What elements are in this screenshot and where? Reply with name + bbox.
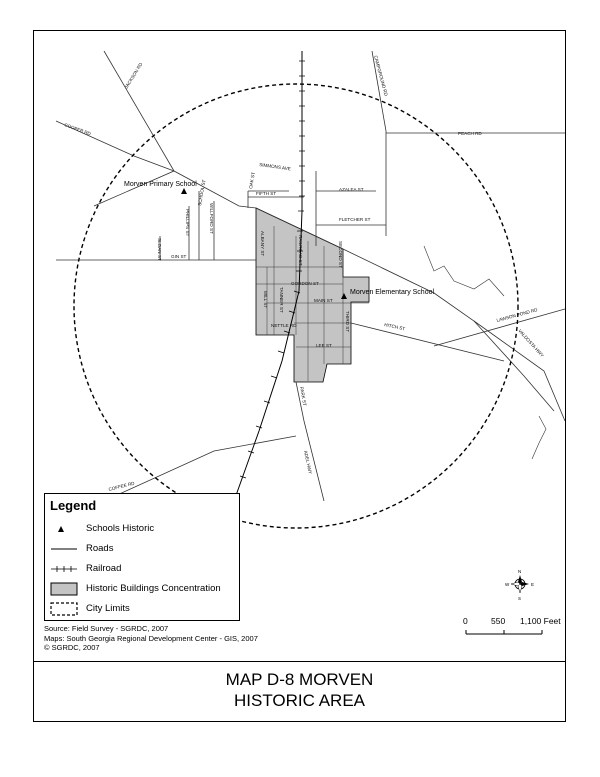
title-block: [34, 661, 565, 721]
oak-st-label: OAK ST: [248, 171, 256, 190]
adel-hwy-label: ADEL HWY: [303, 450, 313, 475]
legend-item-roads: [49, 542, 239, 556]
legend-label-historic-buildings: Historic Buildings Concentration: [86, 583, 221, 594]
jackson-rd-label: JACKSON RD: [123, 61, 144, 90]
morven-primary-school-label: Morven Primary School: [124, 181, 197, 188]
legend-item-railroad: [49, 562, 239, 576]
peach-rd-label: PEACH RD: [458, 131, 482, 136]
map-frame: [33, 30, 566, 722]
azalea-st-label: AZALEA ST: [339, 187, 364, 192]
railroad-icon: [49, 562, 79, 576]
map-legend: [44, 493, 240, 621]
cooper-rd-label: COOPER RD: [63, 122, 92, 137]
west-label: W: [505, 582, 510, 587]
legend-item-city-limits: [49, 602, 239, 616]
third-st-label: THIRD ST: [345, 311, 350, 333]
gin-st-label: GIN ST: [171, 254, 187, 259]
legend-item-schools: [49, 522, 239, 536]
north-arrow-icon: [504, 567, 536, 601]
road-line-icon: [49, 542, 79, 556]
simmons-ave-label: SIMMONS AVE: [258, 162, 292, 172]
lee-st-label: LEE ST: [316, 343, 332, 348]
valdosta-hwy-label: VALDOSTA HWY: [517, 328, 545, 359]
gordon-st-label: GORDON ST: [291, 281, 319, 286]
map-area: [34, 31, 565, 661]
willford-st-label: WILLFORD ST: [209, 203, 214, 234]
tanner-st-label: TANNER ST: [279, 287, 284, 313]
legend-label-schools: Schools Historic: [86, 523, 155, 534]
legend-label-city-limits: City Limits: [86, 603, 130, 614]
albany-st-label: ALBANY ST: [260, 231, 265, 257]
school-st-label: SCHOOL ST: [197, 179, 207, 207]
map-credits: [44, 624, 258, 653]
mill-st-label: MILL ST: [263, 291, 268, 309]
morven-elementary-school-label: Morven Elementary School: [350, 289, 435, 296]
railroad-st-label: RAILROAD ST: [298, 235, 303, 266]
morven-primary-school-marker: [181, 188, 187, 194]
credit-source: Source: Field Survey - SGRDC, 2007: [44, 624, 169, 633]
legend-title: Legend: [50, 498, 97, 513]
phillips-st-label: PHILLIPS ST: [185, 209, 190, 237]
credit-copyright: © SGRDC, 2007: [44, 643, 100, 652]
nettle-rd-label: NETTLE RD: [271, 323, 297, 328]
sloan-st-label: SLOAN ST: [157, 238, 162, 261]
fifth-st-label: FIFTH ST: [256, 191, 277, 196]
scale-bar-graphic: [462, 616, 565, 646]
lawson-pond-rd-label: LAWSON POND RD: [495, 307, 539, 323]
legend-item-historic-buildings: [49, 582, 239, 596]
legend-label-roads: Roads: [86, 543, 114, 554]
scale-bar: [462, 616, 565, 646]
gray-box-icon: [49, 582, 79, 596]
hitch-st-label: HITCH ST: [383, 322, 406, 332]
scale-label-1100: 1,100 Feet: [520, 616, 561, 626]
coffee-rd-label: COFFEE RD: [108, 480, 136, 492]
triangle-icon: [49, 522, 79, 536]
scale-label-0: 0: [463, 616, 468, 626]
legend-label-railroad: Railroad: [86, 563, 122, 574]
map-title-line2: HISTORIC AREA: [234, 691, 365, 710]
second-st-label: SECOND ST: [338, 241, 343, 268]
campground-rd-label: CAMPGROUND RD: [373, 54, 389, 97]
scale-label-550: 550: [491, 616, 506, 626]
east-label: E: [531, 582, 535, 587]
fletcher-st-label: FLETCHER ST: [339, 217, 371, 222]
north-label: N: [518, 569, 522, 574]
credit-maps: Maps: South Georgia Regional Development Center - GIS, 2007: [44, 633, 258, 643]
main-st-label: MAIN ST: [314, 298, 333, 303]
south-label: S: [518, 596, 522, 601]
map-title-line1: MAP D-8 MORVEN: [225, 670, 374, 689]
park-st-label: PARK ST: [299, 386, 308, 407]
dashed-box-icon: [49, 602, 79, 616]
